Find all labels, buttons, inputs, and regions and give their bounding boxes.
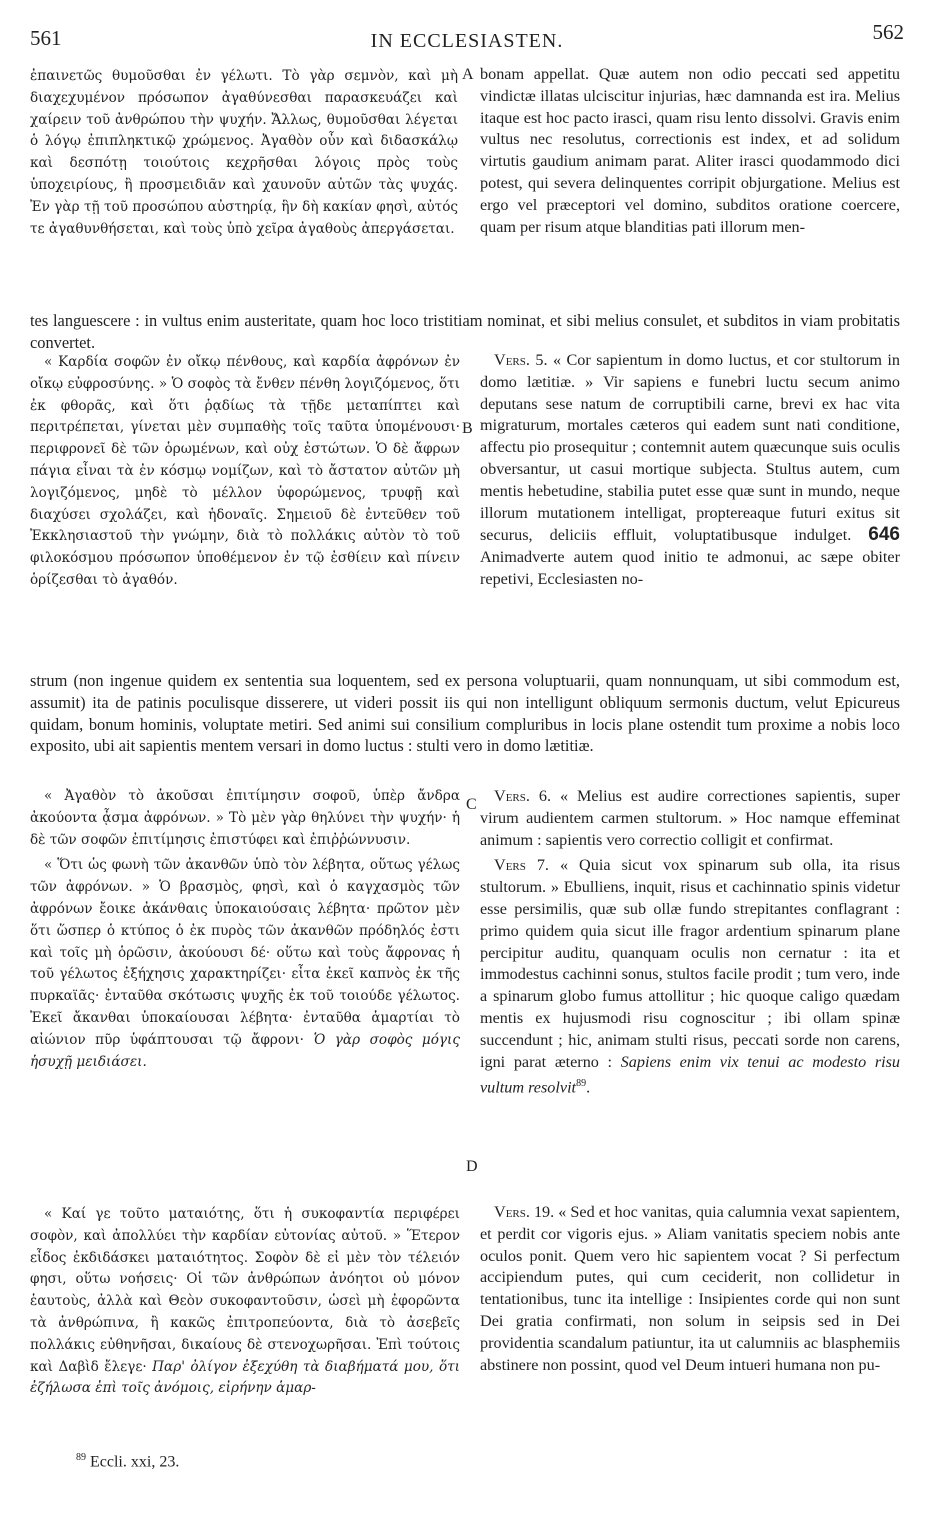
- right-page-number: 562: [872, 20, 904, 44]
- running-title: IN ECCLESIASTEN.: [370, 30, 564, 52]
- margin-letter-d: D: [466, 1158, 478, 1175]
- latin-text: Animadverte autem quod initio te admonui, ac sæpe obiter repetivi, Ecclesiasten no-: [480, 548, 900, 588]
- margin-letter-a: A: [462, 66, 474, 83]
- greek-text: « Καί γε τοῦτο ματαιότης, ὅτι ἡ συκοφαντία περιφέρει σοφὸν, καὶ ἀπολλύει τὴν καρδίαν εὐτονίας αὐτοῦ. » Ἕτερον εἶδος ἐκδιδάσκει ματαιότητος. Σοφὸν δὲ εἰ μὲν τὸν τέλειόν φησι, οὕτω νοήσεις· Οἱ τῶν ἀνθρώπων ἀνόητοι οὐ μόνον ἑαυτοὺς, ἀλλὰ καὶ Θεὸν συκοφαντοῦσιν, ὡσεὶ μὴ ἐφορῶντα τὰ ἀνθρώπινα, ἢ κακῶς ἐπιτροπεύοντα, διὰ τὸ ἀσεβεῖς πολλάκις εὐθηνῆσαι, δικαίους δὲ στενοχωρῆσαι. Ἐπὶ τούτοις καὶ Δαβὶδ ἔλεγε·: [30, 1206, 460, 1375]
- latin-paragraph: [480, 786, 900, 851]
- latin-column-s3: [480, 786, 900, 1100]
- greek-paragraph: [30, 855, 460, 1073]
- latin-paragraph: [480, 350, 900, 591]
- footnote: [76, 1452, 179, 1471]
- latin-paragraph: bonam appellat. Quæ autem non odio peccati sed appetitu vindictæ illatas ulciscitur injurias, hæc damnanda est ira. Melius itaque est hoc pacto irasci, quam risu lento dissolvi. Gravis enim vultus nec resolutus, correctionis est index, et ad solidum virtutis gaudium animam parat. Aliter irasci quodammodo dici potest, qui severa delinquentes corripit objurgatione. Melius est ergo vel præceptori vel domino, subditos oratione coercere, quam per risum atque blanditias pati illorum men-: [480, 65, 900, 236]
- column-number: 646: [868, 524, 900, 546]
- greek-paragraph: « Ἀγαθὸν τὸ ἀκοῦσαι ἐπιτίμησιν σοφοῦ, ὑπὲρ ἄνδρα ἀκούοντα ᾆσμα ἀφρόνων. » Τὸ μὲν γὰρ θηλύνει τὴν ψυχήν· ἡ δὲ τῶν σοφῶν ἐπιτίμησις ἐπιστύφει καὶ ἐπιῤῥώννυσιν.: [30, 788, 460, 848]
- greek-paragraph: ἐπαινετῶς θυμοῦσθαι ἐν γέλωτι. Τὸ γὰρ σεμνὸν, καὶ μὴ διαχεχυμένον πρόσωπον ἀγαθύνεσθαι παρασκευάζει καὶ χαίρειν τοῦ ἀνθρώπου τὴν ψυχήν. Ἄλλως, θυμοῦσθαι λέγεται ὁ λόγῳ ἐπιπληκτικῷ χρώμενος. Ἀγαθὸν οὖν καὶ διδασκάλῳ καὶ δεσπότῃ τοιούτοις κεχρῆσθαι λόγοις πρὸς τοὺς ὑποχειρίους, ἢ προσμειδιᾶν καὶ χαυνοῦν αὐτῶν τὰς ψυχάς. Ἐν γὰρ τῇ τοῦ προσώπου αὐστηρίᾳ, ἣν δὴ κακίαν φησὶ, αὐτός τε ἀγαθυνθήσεται, καὶ τοὺς ὑπὸ χεῖρα ἀγαθοὺς ἀπεργάσεται.: [30, 68, 458, 237]
- verse-label: Vers. 19.: [494, 1203, 555, 1221]
- footnote-text: Eccli. xxi, 23.: [90, 1453, 180, 1471]
- latin-text: « Melius est audire correctiones sapientis, super virum audientem carmen stultorum. » Hoc namque effeminat animum : sapientis vero correctio colligit et confirmat.: [480, 787, 901, 849]
- latin-italic: Sapiens enim vix tenui ac modesto risu vultum resolvit: [480, 1052, 901, 1097]
- margin-letter-b: B: [462, 420, 473, 437]
- greek-column-s4: [30, 1204, 460, 1400]
- margin-letter-c: C: [466, 796, 477, 813]
- greek-italic: Παρ' ὀλίγον ἐξεχύθη τὰ διαβήματά μου, ὅτι ἐζήλωσα ἐπὶ τοῖς ἀνόμοις, εἰρήνην ἁμαρ-: [30, 1358, 460, 1397]
- verse-label: Vers. 5.: [494, 351, 548, 369]
- footnote-mark: 89: [76, 1452, 86, 1463]
- full-width-text-s2: strum (non ingenue quidem ex sententia sua loquentem, sed ex persona voluptuarii, quam nonnunquam, ut sibi commodum est, assumit) ita de patinis poculisque disserere, ut videri possit iis qui non intelligunt obliquum sermonis ductum, velut Epicureus quidam, bonum hominis, voluptate metiri. Sed animi sui consilium compluribus in locis plane ostendit tum proxime a nobis loco exposito, ubi ait sapientis mentem versari in domo luctus : stulti vero in domo lætitiæ.: [30, 671, 900, 756]
- full-width-text-s1: tes languescere : in vultus enim austeritate, quam hoc loco tristitiam nominat, et sibi melius consulet, et subditos in viam probitatis convertet.: [30, 311, 900, 352]
- greek-column-s1: [30, 66, 458, 240]
- verse-label: Vers 7.: [494, 856, 549, 875]
- latin-text: « Sed et hoc vanitas, quia calumnia vexat sapientem, et perdit cor vigoris ejus. » Aliam vanitatis speciem nobis ante oculos ponit. Quem vero hic sapientem vocat ? Si perfectum accipiendum putes, qui cum ceciderit, non collidetur in tentationibus, tunc ita intellige : Insipientes corde qui non sunt Dei gratia confirmati, non solum in seipsis sed in Dei providentia scandalum patiuntur, ita ut calumniis ac blasphemiis abstinere non possint, quod vel Deum intueri humana non pu-: [480, 1203, 900, 1374]
- latin-column-s4: [480, 1202, 900, 1376]
- latin-paragraph: [480, 855, 900, 1099]
- greek-column-s2: [30, 352, 460, 592]
- greek-paragraph: « Καρδία σοφῶν ἐν οἴκῳ πένθους, καὶ καρδία ἀφρόνων ἐν οἴκῳ εὐφροσύνης. » Ὁ σοφὸς τὰ ἔνθεν πένθη λογιζόμενος, ὅτι ἐκ φθορᾶς, καὶ ὅτι ῥᾳδίως τὰ τῇδε μεταπίπτει καὶ περιτρέπεται, γίνεται μὲν συμπαθὴς τοῖς ταῦτα ὑπομένουσι· περιφρονεῖ δὲ τῶν ὁρωμένων, καὶ οὐχ ἐστώτων. Ὁ δὲ ἄφρων πάγια εἶναι τὰ ἐν κόσμῳ νομίζων, καὶ τὸ ἄστατον αὐτῶν μὴ λογιζόμενος, μηδὲ τὸ μέλλον ὑφορώμενος, τρυφῇ καὶ διαχύσει σχολάζει, καὶ ἡδοναῖς. Σημειοῦ δὲ ἐντεῦθεν τοῦ Ἐκκλησιαστοῦ τὴν γνώμην, διὰ τὸ πολλάκις αὐτὸν τὸ τοῦ φιλοκόσμου πρόσωπον ὑποθέμενον ἐν τῷ ἐσθίειν καὶ πίνειν ὁρίζεσθαι τὸ ἀγαθόν.: [30, 354, 460, 588]
- greek-column-s3: [30, 786, 460, 1073]
- latin-text: .: [586, 1078, 591, 1097]
- latin-text: « Quia sicut vox spinarum sub olla, ita risus stultorum. » Ebulliens, inquit, risus et cachinnatio spinis videtur esse persimilis, quæ sub ollæ fundo strepitantes conflagrant : primo quidem quia sicut ille fragor ardentium spinarum plane percipitur auditu, quanquam oculis non cernatur : ita et immodestus cachinni sonus, stultos facile prodit ; tum vero, inde a spinarum globo fumus attollitur ; hic quoque caligo quædam mentis ex hujusmodi risu cognoscitur ; ibi ollam spinæ succendunt ; hic, animam stulti risus, peccati sorde non carens, igni parat æterno :: [480, 856, 900, 1071]
- greek-text: « Ὅτι ὡς φωνὴ τῶν ἀκανθῶν ὑπὸ τὸν λέβητα, οὕτως γέλως τῶν ἀφρόνων. » Ὁ βρασμὸς, φησὶ, καὶ ὁ καγχασμὸς τῶν ἀφρόνων ἔοικε ἀκάνθαις ὑποκαιούσαις λέβητα· πρῶτον μὲν ὅτι ὥσπερ ὁ κτύπος ὁ ἐκ πυρὸς τῶν ἀκανθῶν πρόδηλός ἐστι καὶ τοῖς μὴ ὁρῶσιν, ἀκούουσι δέ· οὕτω καὶ τοὺς ἄφρονας ἡ τοῦ γέλωτος ἐξήχησις χαρακτηρίζει· εἶτα ἐκεῖ καπνὸς ἐκ τῆς πυρκαϊᾶς· ἐνταῦθα σκότωσις ψυχῆς ἐκ τοῦ τοιούδε γέλωτος. Ἐκεῖ ἄκανθαι ὑποκαίουσαι λέβητα· ἐνταῦθα ἁμαρτίαι τὸ αἰώνιον πῦρ ὑφάπτουσαι τῷ ἄφρονι·: [30, 857, 460, 1048]
- footnote-ref: 89: [576, 1078, 587, 1090]
- latin-text: « Cor sapientum in domo luctus, et cor stultorum in domo lætitiæ. » Vir sapiens e funebri luctu secum animo deputans sese natum de corruptibili carne, brevi ex hac vita migraturum, mortales cæteros qui eadem sunt nati conditione, affectu pio prosequitur ; contemnit autem quæcunque suis oculis obversantur, ut casui mortique subjecta. Stultus autem, cum mentis hebetudine, stabilia putet esse quæ sunt in mundo, neque illorum mutationem intelligat, proptereaque futuri exitus sit securus, deliciis effluit, voluptatibusque indulget.: [480, 351, 901, 545]
- latin-column-s1: [480, 64, 900, 238]
- latin-paragraph: [480, 1202, 900, 1376]
- greek-paragraph: [30, 1204, 460, 1400]
- verse-label: Vers. 6.: [494, 787, 552, 805]
- latin-column-s2: [480, 350, 900, 591]
- left-page-number: 561: [30, 26, 62, 50]
- greek-italic: Ὁ γὰρ σοφὸς μόγις ἡσυχῇ μειδιάσει.: [30, 1031, 461, 1070]
